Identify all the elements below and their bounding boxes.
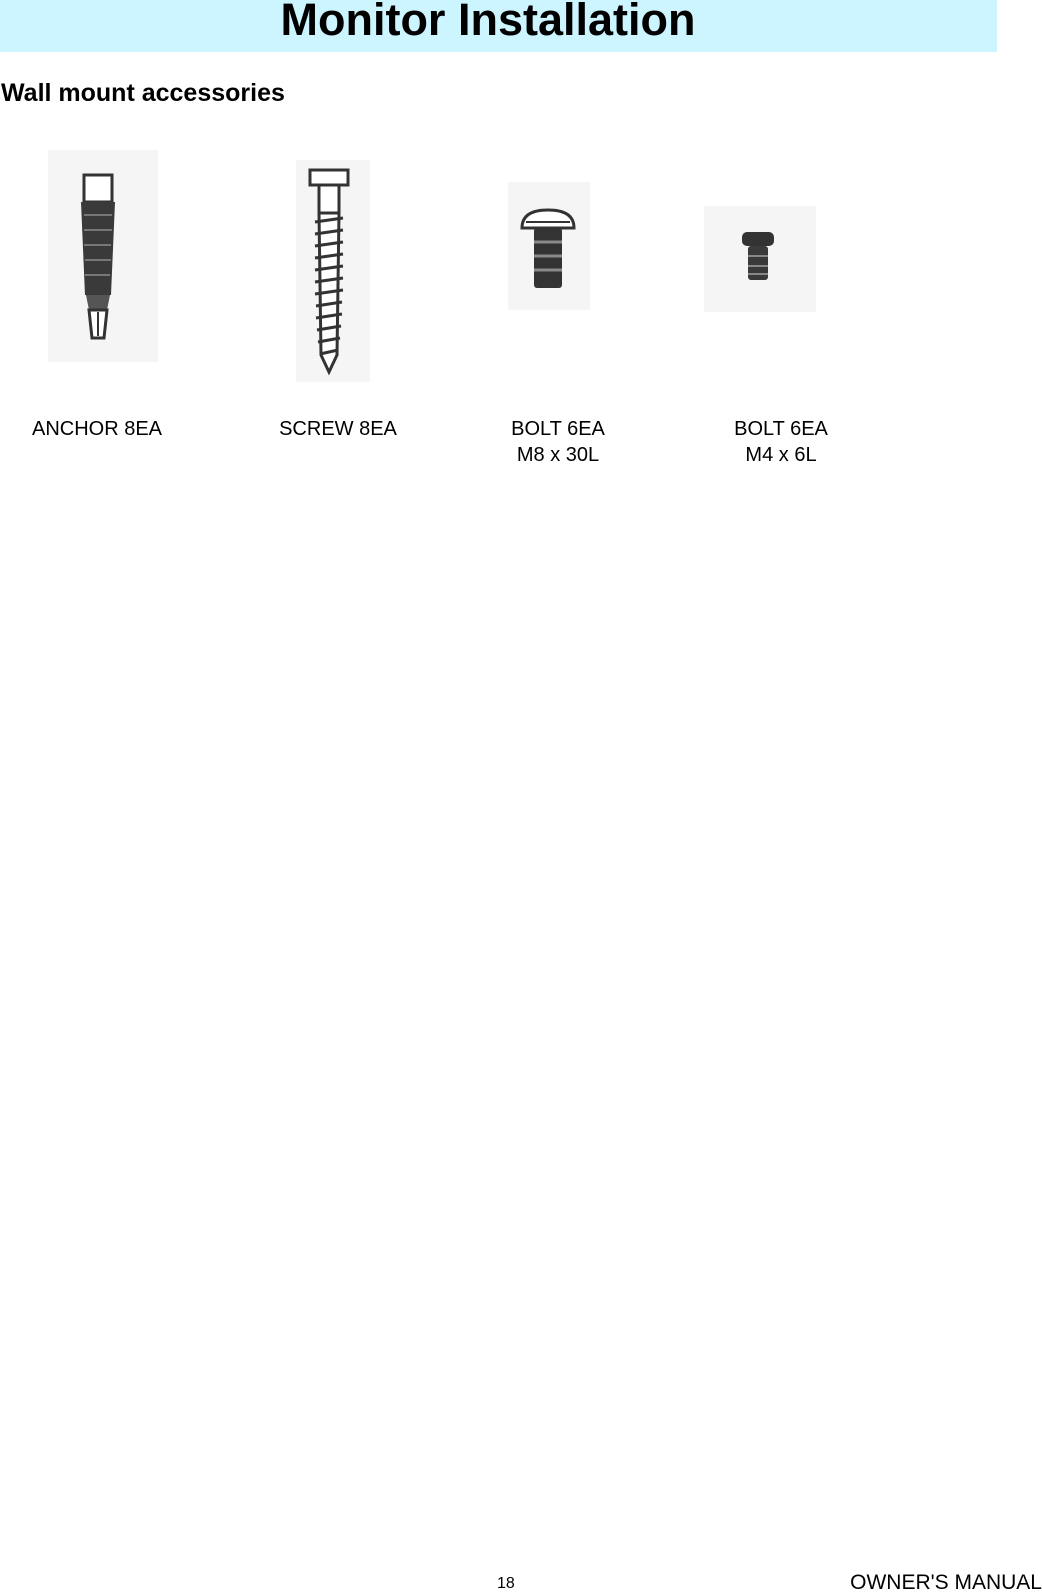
title-bar — [0, 0, 997, 52]
accessory-spec: M4 x 6L — [745, 444, 817, 466]
bolt-m4-icon — [704, 206, 816, 312]
bolt-m8-icon — [508, 182, 590, 310]
accessory-label-bolt-m8 — [478, 416, 638, 468]
accessory-name: BOLT 6EA — [734, 418, 828, 440]
accessory-name: ANCHOR 8EA — [31, 418, 163, 440]
accessory-name: BOLT 6EA — [511, 418, 605, 440]
wall-anchor-icon — [48, 150, 158, 362]
manual-name: OWNER'S MANUAL — [850, 1571, 1042, 1594]
section-heading: Wall mount accessories — [1, 79, 285, 107]
page-title: Monitor Installation — [280, 0, 696, 45]
accessory-spec: M8 x 30L — [516, 444, 600, 466]
wood-screw-icon — [296, 160, 370, 382]
accessory-name: SCREW 8EA — [279, 418, 397, 440]
accessory-label-anchor — [17, 416, 177, 442]
page-number: 18 — [497, 1575, 515, 1592]
accessory-label-screw — [258, 416, 418, 442]
accessory-label-bolt-m4 — [701, 416, 861, 468]
